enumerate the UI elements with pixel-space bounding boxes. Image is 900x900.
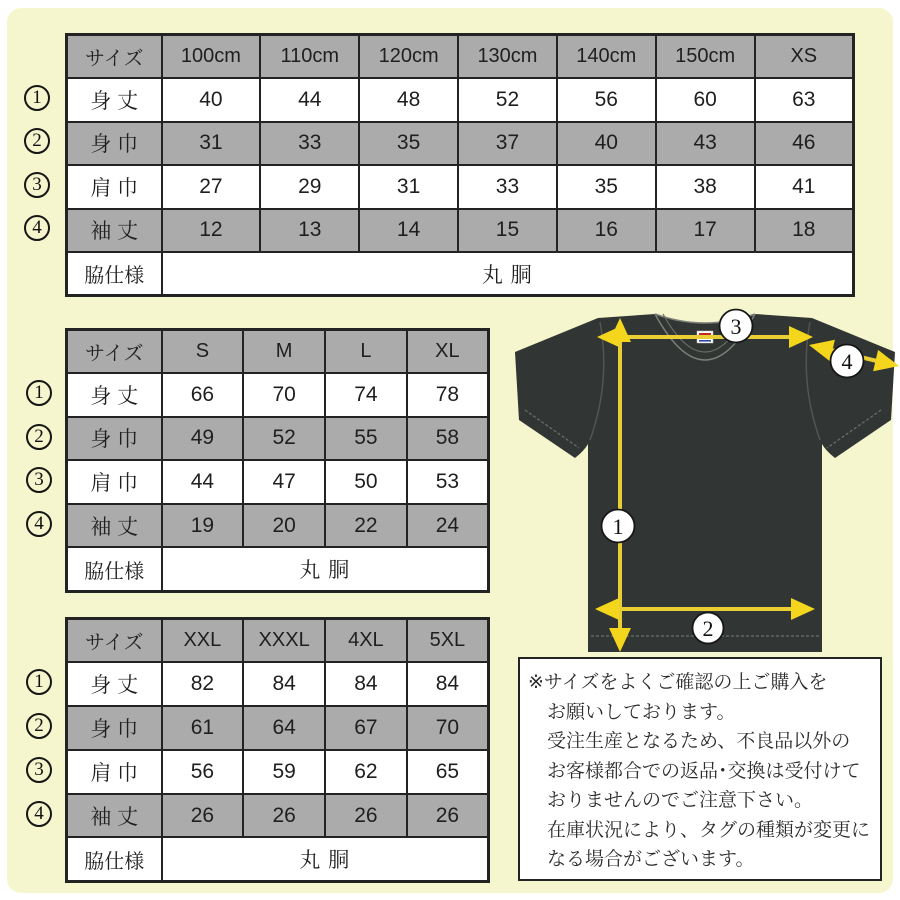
value-cell: 26 (243, 794, 325, 838)
value-cell: 70 (407, 706, 489, 750)
table-footer-row (67, 547, 489, 591)
size-header-cell: サイズ (67, 619, 162, 663)
notice-line: 在庫状況により、タグの種類が変更に (547, 819, 871, 841)
value-cell: 60 (656, 78, 755, 122)
table-footer-row (67, 252, 854, 296)
header-cell: 110cm (260, 35, 359, 79)
table-row (67, 794, 489, 838)
side-spec-label-cell: 脇仕様 (67, 252, 162, 296)
measure-marker-3 (720, 310, 753, 343)
value-cell: 49 (162, 417, 244, 461)
value-cell: 29 (260, 165, 359, 209)
value-cell: 58 (407, 417, 489, 461)
size-table-adult (65, 328, 490, 593)
value-cell: 13 (260, 209, 359, 253)
value-cell: 84 (325, 662, 407, 706)
value-cell: 19 (162, 504, 244, 548)
row-marker-3: 3 (24, 172, 50, 198)
size-header-cell: サイズ (67, 35, 162, 79)
table-header-row (67, 35, 854, 79)
value-cell: 33 (458, 165, 557, 209)
value-cell: 70 (243, 373, 325, 417)
size-header-cell: サイズ (67, 330, 162, 374)
table-header-row (67, 619, 489, 663)
row-marker-4: 4 (24, 215, 50, 241)
header-cell: 5XL (407, 619, 489, 663)
notice-line: おりませんのでご注意下さい。 (547, 790, 814, 811)
measure-label-cell: 身 丈 (67, 373, 162, 417)
table-row (67, 122, 854, 166)
value-cell: 78 (407, 373, 489, 417)
header-cell: 4XL (325, 619, 407, 663)
value-cell: 26 (407, 794, 489, 838)
row-marker-1: 1 (24, 85, 50, 111)
header-cell: M (243, 330, 325, 374)
header-cell: 140cm (557, 35, 656, 79)
notice-line: お願いしております。 (547, 701, 736, 723)
header-cell: XL (407, 330, 489, 374)
row-marker-1: 1 (26, 669, 52, 695)
measure-label-cell: 身 巾 (67, 706, 162, 750)
table-row (67, 460, 489, 504)
value-cell: 40 (557, 122, 656, 166)
value-cell: 62 (325, 750, 407, 794)
value-cell: 31 (162, 122, 261, 166)
row-marker-1: 1 (26, 380, 52, 406)
measure-label-cell: 肩 巾 (67, 750, 162, 794)
value-cell: 65 (407, 750, 489, 794)
value-cell: 12 (162, 209, 261, 253)
side-spec-label-cell: 脇仕様 (67, 837, 162, 881)
value-cell: 56 (162, 750, 244, 794)
measure-label-cell: 肩 巾 (67, 165, 162, 209)
side-spec-label-cell: 脇仕様 (67, 547, 162, 591)
header-cell: S (162, 330, 244, 374)
svg-text:2: 2 (702, 616, 714, 641)
side-spec-value-cell: 丸 胴 (162, 252, 854, 296)
measure-label-cell: 袖 丈 (67, 794, 162, 838)
value-cell: 35 (557, 165, 656, 209)
table-row (67, 504, 489, 548)
value-cell: 59 (243, 750, 325, 794)
svg-text:4: 4 (841, 349, 853, 374)
value-cell: 66 (162, 373, 244, 417)
size-table-big (65, 617, 490, 883)
measure-marker-4 (831, 345, 864, 378)
header-cell: 100cm (162, 35, 261, 79)
svg-text:1: 1 (612, 514, 624, 539)
measure-label-cell: 身 丈 (67, 662, 162, 706)
row-marker-2: 2 (24, 128, 50, 154)
value-cell: 84 (243, 662, 325, 706)
row-marker-4: 4 (26, 801, 52, 827)
value-cell: 24 (407, 504, 489, 548)
measure-marker-2 (693, 613, 724, 644)
purchase-notice-box (518, 657, 882, 881)
table-row (67, 417, 489, 461)
tshirt-measurement-diagram (505, 306, 900, 658)
value-cell: 82 (162, 662, 244, 706)
measure-label-cell: 袖 丈 (67, 504, 162, 548)
value-cell: 20 (243, 504, 325, 548)
table-row (67, 209, 854, 253)
value-cell: 64 (243, 706, 325, 750)
header-cell: XXL (162, 619, 244, 663)
value-cell: 52 (458, 78, 557, 122)
value-cell: 50 (325, 460, 407, 504)
table-row (67, 78, 854, 122)
value-cell: 17 (656, 209, 755, 253)
value-cell: 84 (407, 662, 489, 706)
row-marker-2: 2 (26, 424, 52, 450)
table-header-row (67, 330, 489, 374)
notice-line: お客様都合での返品･交換は受付けて (547, 760, 861, 782)
measure-label-cell: 身 巾 (67, 122, 162, 166)
value-cell: 52 (243, 417, 325, 461)
header-cell: XXXL (243, 619, 325, 663)
value-cell: 74 (325, 373, 407, 417)
side-spec-value-cell: 丸 胴 (162, 547, 489, 591)
value-cell: 22 (325, 504, 407, 548)
row-marker-3: 3 (26, 757, 52, 783)
value-cell: 47 (243, 460, 325, 504)
table-row (67, 373, 489, 417)
value-cell: 38 (656, 165, 755, 209)
notice-line: なる場合がございます。 (547, 849, 755, 870)
value-cell: 44 (260, 78, 359, 122)
table-row (67, 662, 489, 706)
value-cell: 61 (162, 706, 244, 750)
value-cell: 48 (359, 78, 458, 122)
table-footer-row (67, 837, 489, 881)
value-cell: 67 (325, 706, 407, 750)
value-cell: 31 (359, 165, 458, 209)
value-cell: 56 (557, 78, 656, 122)
value-cell: 53 (407, 460, 489, 504)
size-table-kids (65, 33, 855, 297)
value-cell: 40 (162, 78, 261, 122)
measure-label-cell: 身 丈 (67, 78, 162, 122)
value-cell: 26 (325, 794, 407, 838)
measure-label-cell: 袖 丈 (67, 209, 162, 253)
header-cell: XS (755, 35, 854, 79)
header-cell: 130cm (458, 35, 557, 79)
value-cell: 41 (755, 165, 854, 209)
measure-marker-1 (602, 510, 635, 543)
row-marker-2: 2 (26, 713, 52, 739)
value-cell: 16 (557, 209, 656, 253)
value-cell: 43 (656, 122, 755, 166)
header-cell: 120cm (359, 35, 458, 79)
value-cell: 35 (359, 122, 458, 166)
header-cell: 150cm (656, 35, 755, 79)
table-row (67, 165, 854, 209)
notice-line: ※サイズをよくご確認の上ご購入を (528, 672, 828, 693)
measure-label-cell: 肩 巾 (67, 460, 162, 504)
side-spec-value-cell: 丸 胴 (162, 837, 489, 881)
value-cell: 14 (359, 209, 458, 253)
notice-line: 受注生産となるため、不良品以外の (547, 731, 851, 752)
value-cell: 18 (755, 209, 854, 253)
svg-text:3: 3 (730, 314, 742, 339)
measure-label-cell: 身 巾 (67, 417, 162, 461)
table-row (67, 706, 489, 750)
header-cell: L (325, 330, 407, 374)
value-cell: 15 (458, 209, 557, 253)
tshirt-illustration (505, 306, 900, 658)
value-cell: 37 (458, 122, 557, 166)
value-cell: 26 (162, 794, 244, 838)
value-cell: 44 (162, 460, 244, 504)
value-cell: 63 (755, 78, 854, 122)
value-cell: 55 (325, 417, 407, 461)
row-marker-4: 4 (26, 511, 52, 537)
table-row (67, 750, 489, 794)
row-marker-3: 3 (26, 467, 52, 493)
value-cell: 27 (162, 165, 261, 209)
value-cell: 33 (260, 122, 359, 166)
value-cell: 46 (755, 122, 854, 166)
